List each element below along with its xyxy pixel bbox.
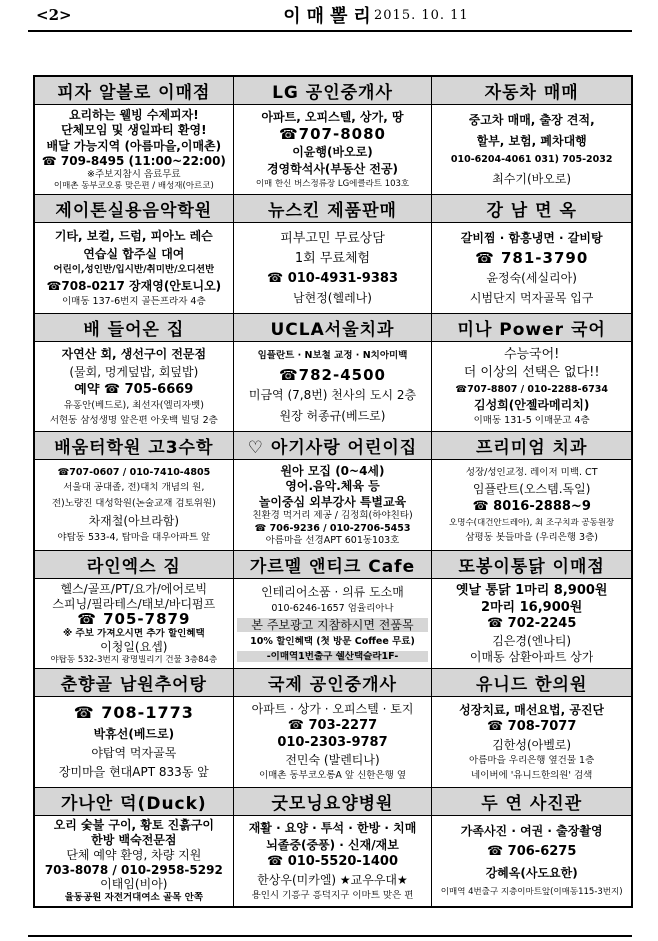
ad-ddobongi-chicken — [432, 551, 631, 669]
ad-jtone-music — [35, 195, 234, 313]
ad-duyeon-photo — [432, 788, 631, 906]
ad-title: 자동차 매매 — [432, 77, 631, 105]
ad-line: 옛날 통닭 1마리 8,900원 — [455, 582, 608, 598]
ad-phone: ☎ 8016-2888~9 — [472, 499, 591, 514]
ad-line: 가족사진 · 여권 · 출장촬영 — [460, 824, 603, 839]
ad-address: 용인시 기흥구 흥덕지구 이마트 맞은 편 — [251, 889, 414, 901]
ad-title: 굿모닝요양병원 — [234, 788, 432, 816]
ad-phone: 010-2303-9787 — [277, 736, 388, 751]
issue-date: 2015. 10. 11 — [374, 8, 469, 23]
ad-line: 연습실 합주실 대여 — [83, 246, 185, 261]
ad-title: LG 공인중개사 — [234, 77, 432, 105]
ad-canaan-duck — [35, 788, 234, 906]
ad-owner: 김은경(엔나티) — [492, 633, 572, 648]
ad-phone: ☎ 708-7077 — [486, 720, 577, 735]
ad-title: 미나 Power 국어 — [432, 314, 631, 342]
ad-title: 라인엑스 짐 — [35, 551, 233, 579]
ad-owner: 이청일(요셉) — [100, 639, 168, 654]
ad-line: 경영학석사(부동산 전공) — [266, 161, 399, 176]
ad-mina-korean — [432, 314, 631, 432]
ad-title: 배 들어온 집 — [35, 314, 233, 342]
ad-phone: ☎ 706-6275 — [486, 845, 577, 860]
ad-nuskin — [234, 195, 433, 313]
ad-phone: ☎ 703-2277 — [287, 719, 378, 734]
ad-line: 수능국어! — [503, 347, 560, 363]
ad-phone: ☎ 705-7879 — [77, 612, 191, 627]
ad-owner: 한상우(미카엘) ★교우우대★ — [257, 872, 408, 887]
ad-phone: 703-8078 / 010-2958-5292 — [44, 862, 223, 877]
ad-title: 프리미엄 치과 — [432, 432, 631, 460]
ad-title: 가르멜 앤티크 Cafe — [234, 551, 432, 579]
ad-address: 야탑동 532-3번지 광명빌리기 건물 3층84층 — [50, 654, 218, 665]
ad-gangnam-myeonok — [432, 195, 631, 313]
ad-title: UCLA서울치과 — [234, 314, 432, 342]
ad-title: 배움터학원 고3수학 — [35, 432, 233, 460]
ad-address: 서현동 삼성생명 앞은편 아웃백 빌딩 2층 — [49, 414, 218, 426]
ad-phone: ☎ 702-2245 — [486, 617, 577, 632]
ad-line: 원아 모집 (0~4세) — [280, 463, 385, 478]
ad-line: 재활 · 요양 · 투석 · 한방 · 치매 — [248, 820, 417, 835]
ad-phone: 010-6246-1657 엄율리아나 — [271, 602, 394, 614]
ad-line: 영어.음악.체육 등 — [285, 479, 380, 494]
ad-line: 2마리 16,900원 — [480, 600, 583, 616]
ad-phone: ☎ 010-5520-1400 — [266, 855, 398, 870]
ad-title: 가나안 덕(Duck) — [35, 788, 233, 816]
ad-title: ♡ 아기사랑 어린이집 — [234, 432, 432, 460]
ad-line: 피부고민 무료상담 — [280, 230, 385, 246]
ad-address: 율동공원 자전거대여소 골목 안쪽 — [64, 892, 204, 904]
ad-owner: 김한성(아벨로) — [492, 737, 572, 752]
ad-line: 단체 예약 환영, 차량 지원 — [66, 847, 202, 862]
ad-phone: ☎ 010-4931-9383 — [266, 271, 398, 286]
page-header — [28, 2, 632, 30]
ad-title: 제이톤실용음악학원 — [35, 195, 233, 223]
ad-phone: ☎ 709-8495 (11:00~22:00) — [41, 153, 226, 168]
ad-line: 임플란트(오스템.독일) — [472, 481, 591, 496]
ad-phone: ☎707-0607 / 010-7410-4805 — [57, 466, 211, 478]
ad-title: 유니드 한의원 — [432, 669, 631, 697]
ad-phone: 예약 ☎ 705-6669 — [74, 382, 194, 397]
ad-line: 야탑역 먹자골목 — [91, 746, 177, 761]
ad-phone: ☎ 706-9236 / 010-2706-5453 — [254, 522, 411, 534]
ad-title: 또봉이통닭 이매점 — [432, 551, 631, 579]
ad-line: 중고차 매매, 출장 견적, — [468, 113, 595, 128]
ad-address: 이매동 삼환아파트 상가 — [469, 649, 594, 664]
header-rule — [28, 30, 632, 32]
ad-title: 뉴스킨 제품판매 — [234, 195, 432, 223]
ad-line: 헬스/골프/PT/요가/에어로빅 — [60, 581, 208, 596]
ad-line: 배달 가능지역 (아름마을,이매촌) — [46, 138, 222, 153]
ad-line: 아파트, 오피스텔, 상가, 땅 — [261, 110, 404, 125]
ad-owner: 오명수(대건안드레아), 최 조구치과 공동원장 — [449, 518, 615, 529]
ad-title: 강 남 면 옥 — [432, 195, 631, 223]
ad-line: 성장/성인교정. 레이저 미백. CT — [465, 466, 598, 478]
ad-phone: ☎707-8807 / 010-2288-6734 — [455, 383, 609, 395]
ad-line: 10% 할인혜택 (첫 방문 Coffee 무료) — [250, 635, 415, 647]
ad-address: 시범단지 먹자골목 입구 — [469, 290, 594, 305]
ad-line: 할부, 보험, 폐차대행 — [476, 133, 587, 148]
ad-address: 아름마을 선경APT 601동103호 — [265, 535, 400, 547]
ad-line: 더 이상의 선택은 없다!! — [463, 365, 600, 381]
ad-car-dealer — [432, 77, 631, 195]
newsletter-title: 이매뽈리 — [283, 6, 377, 27]
ad-line: 네이버에 '유니드한의원' 검색 — [470, 769, 593, 781]
ad-ucla-dental — [234, 314, 433, 432]
ad-line: 전)노량진 대성학원(논술교재 검토위원) — [51, 497, 216, 509]
ad-owner: 친환경 먹거리 제공 / 김정희(하야친타) — [252, 510, 413, 522]
ad-address: 이매 한신 버스정류장 LG에클라트 103호 — [255, 179, 410, 190]
ad-owner: 윤정숙(세실리아) — [486, 271, 577, 286]
ad-lg-realty — [234, 77, 433, 195]
ad-pizza-alvolo — [35, 77, 234, 195]
ad-baeumteo-academy — [35, 432, 234, 550]
ad-line: 뇌졸중(중풍) · 신재/재보 — [266, 838, 399, 853]
ad-line: 오리 숯불 구이, 황토 진흙구이 — [53, 818, 215, 833]
ad-address: 야탑동 533-4, 탑마을 대우아파트 앞 — [57, 532, 211, 544]
ad-line: (물회, 멍게덮밥, 회덮밥) — [69, 364, 199, 379]
ad-agisarang-daycare — [234, 432, 433, 550]
ad-grid — [33, 75, 633, 908]
ad-unid-clinic — [432, 669, 631, 787]
ad-line: 갈비찜 · 함흥냉면 · 갈비탕 — [460, 231, 603, 246]
ad-phone: ☎ 781-3790 — [475, 251, 589, 266]
ad-line: 성장치료, 매선요법, 공진단 — [459, 702, 605, 717]
ad-title: 피자 알볼로 이매점 — [35, 77, 233, 105]
ad-line: 스피닝/필라테스/태보/바디펌프 — [52, 597, 216, 612]
ad-address: 장미마을 현대APT 833동 앞 — [58, 765, 209, 780]
ad-owner: 차재철(아브라함) — [88, 513, 180, 528]
ad-owner: 강혜옥(사도요한) — [485, 866, 578, 881]
ad-owner: 이윤행(바오로) — [292, 144, 373, 159]
ad-address: 아름마을 우리은행 옆건물 1층 — [469, 755, 595, 767]
ad-line: 본 주보광고 지참하시면 전품목 — [237, 618, 429, 632]
ad-line: 서울대 공대졸, 전)대치 개념의 원, — [63, 482, 205, 494]
ad-title: 국제 공인중개사 — [234, 669, 432, 697]
ad-phone: ☎782-4500 — [279, 367, 386, 382]
page-number: <2> — [36, 6, 72, 24]
ad-phone: ☎ 708-1773 — [73, 704, 194, 723]
ad-address: 이매촌 동부코오롱A 앞 신한은행 옆 — [258, 770, 407, 782]
footer-rule — [28, 935, 632, 937]
ad-owner: 박휴선(베드로) — [93, 727, 175, 742]
ad-address: 이매동 131-5 이매문고 4층 — [473, 415, 590, 427]
ad-address: 미금역 (7,8번) 천사의 도시 2층 — [248, 388, 417, 403]
ad-line: ※ 주보 가져오시면 추가 할인혜택 — [62, 627, 205, 639]
ad-owner: 남현정(헬레나) — [293, 291, 372, 306]
ad-line: 놀이중심 외부강사 특별교육 — [258, 494, 407, 509]
ad-line: 단체모임 및 생일파티 환영! — [61, 123, 207, 138]
ad-line: 한방 백숙전문점 — [91, 833, 177, 848]
ad-owner: 전민숙 (발렌티나) — [285, 753, 380, 768]
ad-owner: 김성희(안젤라메리치) — [474, 397, 590, 412]
ad-bae-restaurant — [35, 314, 234, 432]
ad-line: 아파트 · 상가 · 오피스텔 · 토지 — [251, 702, 414, 717]
ad-title: 두 연 사진관 — [432, 788, 631, 816]
ad-linex-gym — [35, 551, 234, 669]
ad-line: 어린이,성인반/입시반/취미반/오디션반 — [53, 264, 215, 276]
ad-line: 기타, 보컬, 드럼, 피아노 레슨 — [54, 228, 213, 243]
ad-owner: 원장 허종규(베드로) — [279, 408, 386, 423]
ad-owner: 이태임(비아) — [100, 877, 168, 892]
ad-line: 인테리어소품 · 의류 도소매 — [261, 584, 404, 599]
ad-line: 1회 무료체험 — [294, 251, 371, 267]
ad-address: 이매촌 동부코오롱 맞은편 / 배성재(아르코) — [53, 181, 214, 192]
ad-goodmorning-hospital — [234, 788, 433, 906]
ad-chunhyanggol — [35, 669, 234, 787]
ad-title: 춘향골 남원추어탕 — [35, 669, 233, 697]
ad-address: 삼평동 봇들마을 (우리은행 3층) — [465, 532, 598, 544]
ad-line: 요리하는 웰빙 수제피자! — [68, 108, 199, 123]
ad-line: 자연산 회, 생선구이 전문점 — [61, 347, 207, 362]
ad-phone: ☎707-8080 — [279, 127, 386, 142]
ad-phone: ☎708-0217 장재영(안토니오) — [46, 278, 222, 293]
ad-owner: 유홍안(베드로), 최선자(엘리자벳) — [63, 400, 204, 412]
ad-address: -이매역1번출구 쉘산택슬라1F- — [237, 651, 429, 662]
ad-carmel-antique — [234, 551, 433, 669]
ad-line: 임플란트 · N보철 교정 · N치아미백 — [257, 350, 408, 362]
ad-phone: 010-6204-4061 031) 705-2032 — [450, 154, 613, 166]
ad-address: 이매역 4번출구 지층이마트앞(이매동115-3번지) — [440, 887, 623, 898]
ad-line: ※주보지참시 음료무료 — [87, 169, 181, 181]
ad-premium-dental — [432, 432, 631, 550]
ad-owner: 최수기(바오로) — [492, 171, 572, 186]
ad-address: 이매동 137-6번지 골든프라자 4층 — [62, 296, 206, 308]
ad-gukje-realty — [234, 669, 433, 787]
